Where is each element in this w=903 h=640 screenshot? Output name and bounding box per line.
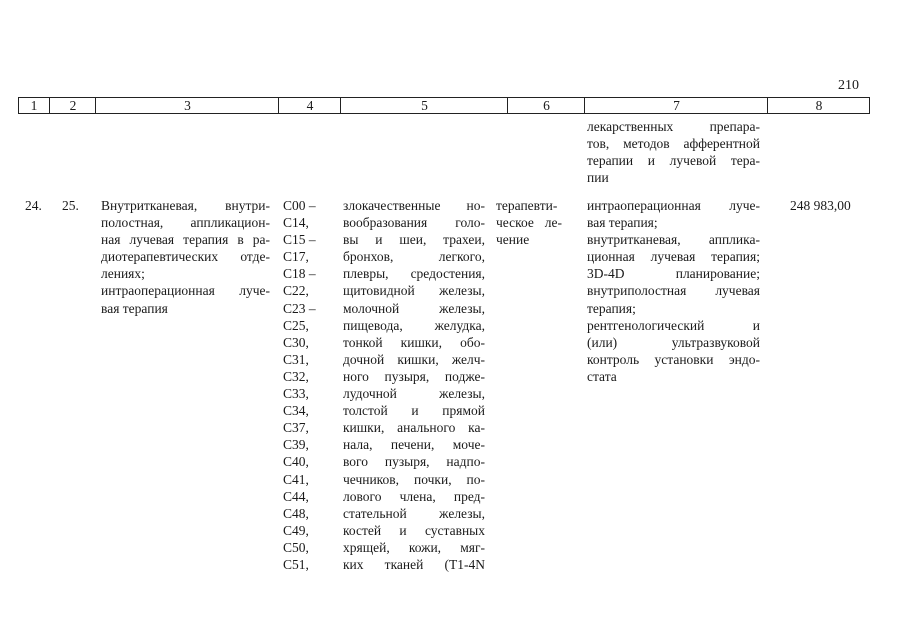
text-line: пищевода, желудка, <box>343 317 485 333</box>
icd-code: C31, <box>283 351 309 367</box>
icd-code: C49, <box>283 522 309 538</box>
text-line: ческое ле- <box>496 215 562 231</box>
icd-code: C39, <box>283 437 309 453</box>
text-line: рентгенологический и <box>587 317 760 333</box>
text-line: вы и шеи, трахеи, <box>343 232 485 248</box>
text-line: вая терапия <box>101 300 168 316</box>
icd-code: C22, <box>283 283 309 299</box>
text-line: пии <box>587 170 609 186</box>
text-line: ная лучевая терапия в ра- <box>101 232 270 248</box>
text-line: чечников, почки, по- <box>343 471 485 487</box>
text-line: вообразования голо- <box>343 215 485 231</box>
icd-code: C00 – <box>283 198 316 213</box>
text-line: интраоперационная луче- <box>587 198 760 213</box>
text-line: тов, методов афферентной <box>587 136 760 152</box>
text-line: хрящей, кожи, мяг- <box>343 539 485 555</box>
header-col-7: 7 <box>584 98 768 113</box>
header-col-3: 3 <box>95 98 279 113</box>
icd-code: C33, <box>283 386 309 402</box>
page-number: 210 <box>838 78 859 93</box>
icd-code: C15 – <box>283 232 316 248</box>
text-line: внутритканевая, апплика- <box>587 232 760 248</box>
text-line: злокачественные но- <box>343 198 485 213</box>
text-line: чение <box>496 232 530 248</box>
icd-code: C18 – <box>283 266 316 282</box>
icd-code: C44, <box>283 488 309 504</box>
text-line: ких тканей (T1-4N <box>343 556 485 572</box>
text-line: лудочной железы, <box>343 386 485 402</box>
treatment-method-cell <box>587 197 760 385</box>
text-line: нала, печени, моче- <box>343 437 485 453</box>
text-line: терапии и лучевой тера- <box>587 153 760 169</box>
text-line: кишки, анального ка- <box>343 420 485 436</box>
row-number-col2: 25. <box>62 198 79 213</box>
text-line: диотерапевтических отде- <box>101 249 270 265</box>
text-line: лениях; <box>101 266 145 282</box>
method-name-cell <box>101 197 270 317</box>
icd-code: C37, <box>283 420 309 436</box>
text-line: 3D-4D планирование; <box>587 266 760 282</box>
icd-code: C17, <box>283 249 309 265</box>
continuation-cell-col7 <box>587 118 760 186</box>
icd-codes-cell <box>283 197 323 573</box>
icd-code: C23 – <box>283 300 316 316</box>
text-line: ного пузыря, подже- <box>343 368 485 384</box>
header-col-4: 4 <box>278 98 341 113</box>
diagnosis-cell <box>343 197 485 573</box>
text-line: дочной кишки, желч- <box>343 351 485 367</box>
header-col-1: 1 <box>30 98 38 113</box>
header-col-6: 6 <box>507 98 585 113</box>
icd-code: C41, <box>283 471 309 487</box>
text-line: Внутритканевая, внутри- <box>101 198 270 213</box>
text-line: лового члена, пред- <box>343 488 485 504</box>
icd-code: C34, <box>283 403 309 419</box>
text-line: терапия; <box>587 300 636 316</box>
text-line: внутриполостная лучевая <box>587 283 760 299</box>
text-line: вая терапия; <box>587 215 658 231</box>
text-line: полостная, аппликацион- <box>101 215 270 231</box>
text-line: лекарственных препара- <box>587 119 760 134</box>
header-col-5: 5 <box>340 98 508 113</box>
header-col-8: 8 <box>767 98 870 113</box>
icd-code: C48, <box>283 505 309 521</box>
table-header-row <box>18 97 870 114</box>
text-line: толстой и прямой <box>343 403 485 419</box>
text-line: стательной железы, <box>343 505 485 521</box>
text-line: ционная лучевая терапия; <box>587 249 760 265</box>
text-line: щитовидной железы, <box>343 283 485 299</box>
text-line: (или) ультразвуковой <box>587 334 760 350</box>
text-line: костей и суставных <box>343 522 485 538</box>
text-line: стата <box>587 368 617 384</box>
icd-code: C32, <box>283 368 309 384</box>
text-line: терапевти- <box>496 198 558 213</box>
icd-code: C40, <box>283 454 309 470</box>
icd-code: C51, <box>283 556 309 572</box>
text-line: молочной железы, <box>343 300 485 316</box>
icd-code: C14, <box>283 215 309 231</box>
cost-value: 248 983,00 <box>790 198 851 213</box>
icd-code: C25, <box>283 317 309 333</box>
text-line: плевры, средостения, <box>343 266 485 282</box>
icd-code: C50, <box>283 539 309 555</box>
text-line: тонкой кишки, обо- <box>343 334 485 350</box>
text-line: бронхов, легкого, <box>343 249 485 265</box>
row-number-col1: 24. <box>25 198 42 213</box>
header-col-2: 2 <box>49 98 96 113</box>
icd-code: C30, <box>283 334 309 350</box>
text-line: интраоперационная луче- <box>101 283 270 299</box>
text-line: вого пузыря, надпо- <box>343 454 485 470</box>
text-line: контроль установки эндо- <box>587 351 760 367</box>
treatment-type-cell <box>496 197 562 248</box>
